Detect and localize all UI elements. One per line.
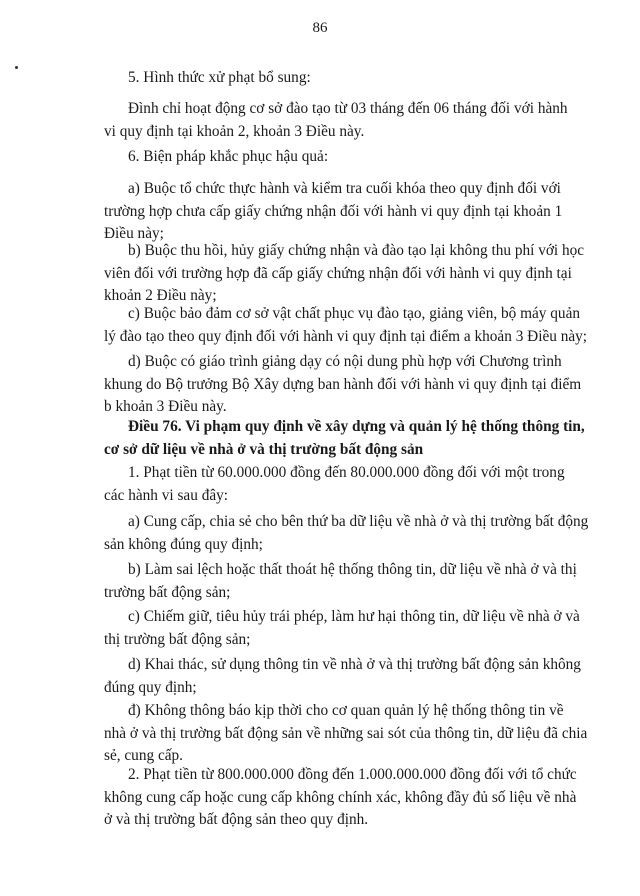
text-line: ở và thị trường bất động sản theo quy định. [104, 811, 369, 828]
text-line: nhà ở và thị trường bất động sản về những sai sót của thông tin, dữ liệu đã chia [104, 724, 588, 742]
text-line: khoản 2 Điều này; [104, 287, 217, 304]
text-line: d) Buộc có giáo trình giảng dạy có nội dung phù hợp với Chương trình [128, 353, 562, 370]
text-line: đúng quy định; [104, 678, 197, 696]
text-line: thị trường bất động sản; [104, 630, 251, 648]
text-line: khung do Bộ trưởng Bộ Xây dựng ban hành đối với hành vi quy định tại điểm [104, 375, 582, 393]
text-line: c) Buộc bảo đảm cơ sở vật chất phục vụ đào tạo, giảng viên, bộ máy quản [128, 305, 581, 322]
text-line: b) Làm sai lệch hoặc thất thoát hệ thống thông tin, dữ liệu về nhà ở và thị [128, 561, 577, 578]
text-line: không cung cấp hoặc cung cấp không chính xác, không đầy đủ số liệu về nhà [104, 788, 577, 806]
text-line: a) Buộc tổ chức thực hành và kiểm tra cuối khóa theo quy định đối với [128, 180, 561, 197]
text-line: 5. Hình thức xử phạt bổ sung: [128, 69, 311, 86]
text-line: b) Buộc thu hồi, hủy giấy chứng nhận và đào tạo lại không thu phí với học [128, 242, 585, 259]
text-line: Điều 76. Vi phạm quy định về xây dựng và quản lý hệ thống thông tin, [128, 418, 585, 435]
text-line: 6. Biện pháp khắc phục hậu quả: [128, 148, 329, 165]
text-line: Đình chỉ hoạt động cơ sở đào tạo từ 03 tháng đến 06 tháng đối với hành [128, 100, 568, 117]
text-line: d) Khai thác, sử dụng thông tin về nhà ở và thị trường bất động sản không [128, 656, 581, 673]
text-line: b khoản 3 Điều này. [104, 398, 227, 415]
text-line: cơ sở dữ liệu về nhà ở và thị trường bất động sản [104, 440, 424, 458]
text-line: Điều này; [104, 225, 164, 242]
text-line: 1. Phạt tiền từ 60.000.000 đồng đến 80.000.000 đồng đối với một trong [128, 464, 565, 481]
scan-speck [15, 66, 18, 69]
text-line: lý đào tạo theo quy định đối với hành vi quy định tại điểm a khoản 3 Điều này; [104, 327, 588, 345]
text-line: a) Cung cấp, chia sẻ cho bên thứ ba dữ liệu về nhà ở và thị trường bất động [128, 513, 589, 530]
text-line: đ) Không thông báo kịp thời cho cơ quan quản lý hệ thống thông tin về [128, 702, 564, 719]
page-number: 86 [312, 20, 328, 36]
text-line: vi quy định tại khoản 2, khoản 3 Điều này. [104, 122, 365, 140]
text-line: sản không đúng quy định; [104, 535, 263, 553]
text-line: sẻ, cung cấp. [104, 747, 184, 764]
text-line: viên đối với trường hợp đã cấp giấy chứng nhận đối với hành vi quy định tại [104, 264, 572, 282]
text-line: 2. Phạt tiền từ 800.000.000 đồng đến 1.000.000.000 đồng đối với tổ chức [128, 766, 577, 783]
text-line: c) Chiếm giữ, tiêu hủy trái phép, làm hư hại thông tin, dữ liệu về nhà ở và [128, 608, 580, 625]
text-line: các hành vi sau đây: [104, 486, 229, 504]
text-line: trường bất động sản; [104, 583, 231, 601]
text-line: trường hợp chưa cấp giấy chứng nhận đối với hành vi quy định tại khoản 1 [104, 202, 563, 220]
